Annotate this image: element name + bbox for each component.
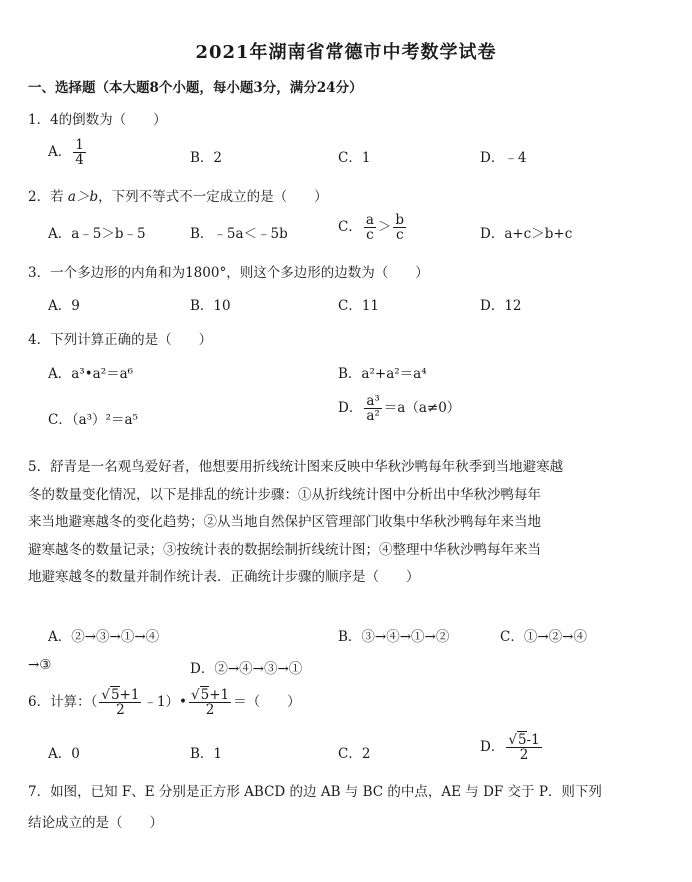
question-5-option-c: C．①→②→④ bbox=[500, 629, 587, 645]
question-6-stem: 6．计算：（ $\frac{√5+1}{2}$ ﹣1）• $\frac{√5+1}{2}$ ＝（ ） bbox=[28, 687, 301, 719]
question-5-stem: 5．舒青是一名观鸟爱好者，他想要用折线统计图来反映中华秋沙鸭每年秋季到当地避寒越 冬的数量变化情况，以下是排乱的统计步骤：①从折线统计图中分析出中华秋沙鸭每年 来当地避寒越冬的变化趋势；②从当地自然保护区管理部门收集中华秋沙鸭每年来当地 避寒越冬的数量记录；③按统计表的数据绘制折线统计图；④整理中华秋沙鸭每年来当 地避寒越冬的数量并制作统计表．正确统计步骤的顺序是（ ） bbox=[28, 459, 564, 585]
question-2-option-a: A．a﹣5＞b﹣5 bbox=[48, 226, 146, 242]
option-label: A． bbox=[48, 144, 72, 161]
question-5-option-d: D．②→④→③→① bbox=[190, 661, 303, 677]
question-1-stem: 1．4的倒数为（ ） bbox=[28, 112, 167, 128]
question-4-stem: 4．下列计算正确的是（ ） bbox=[28, 332, 213, 348]
fraction: $\frac{1}{4}$ bbox=[75, 137, 84, 169]
question-5-option-c-continued: →③ bbox=[28, 657, 52, 673]
question-1-option-c: C．1 bbox=[338, 150, 371, 166]
question-3-option-d: D．12 bbox=[480, 298, 522, 314]
question-6-option-d: D． $\frac{√5-1}{2}$ bbox=[480, 732, 540, 764]
question-3-option-c: C．11 bbox=[338, 298, 380, 314]
question-3-option-a: A．9 bbox=[48, 298, 80, 314]
question-1-option-d: D．﹣4 bbox=[480, 150, 527, 166]
question-4-option-d: D． $\frac{\text{a³}}{\text{a²}}$ ＝a（a≠0） bbox=[338, 393, 461, 425]
question-7-stem-line-2: 结论成立的是（ ） bbox=[28, 815, 163, 831]
question-2-stem: 2．若 a＞b，下列不等式不一定成立的是（ ） bbox=[28, 189, 328, 205]
question-4-option-c: C．（a³）²＝a⁵ bbox=[48, 412, 138, 428]
question-5-option-a: A．②→③→①→④ bbox=[48, 629, 160, 645]
question-4-option-b: B．a²+a²＝a⁴ bbox=[338, 366, 427, 382]
question-5-option-b: B．③→④→①→② bbox=[338, 629, 450, 645]
question-7-stem-line-1: 7．如图，已知 F、E 分别是正方形 ABCD 的边 AB 与 BC 的中点，AE 与 DF 交于 P．则下列 bbox=[28, 784, 602, 800]
question-1-option-a bbox=[48, 138, 88, 167]
section-heading: 一、选择题（本大题8个小题，每小题3分，满分24分） bbox=[28, 80, 363, 96]
question-2-option-c: C． $\frac{a}{c}$ ＞ $\frac{b}{c}$ bbox=[338, 212, 405, 244]
question-3-option-b: B．10 bbox=[190, 298, 231, 314]
question-1-option-b: B．2 bbox=[190, 150, 223, 166]
question-6-option-b: B．1 bbox=[190, 746, 223, 762]
question-6-option-c: C．2 bbox=[338, 746, 371, 762]
question-2-option-d: D．a+c＞b+c bbox=[480, 226, 573, 242]
question-2-option-b: B．﹣5a＜﹣5b bbox=[190, 226, 288, 242]
question-4-option-a: A．a³•a²＝a⁶ bbox=[48, 366, 134, 382]
question-6-option-a: A．0 bbox=[48, 746, 80, 762]
page-title: 2021年湖南省常德市中考数学试卷 bbox=[195, 42, 497, 63]
question-3-stem: 3．一个多边形的内角和为1800°，则这个多边形的边数为（ ） bbox=[28, 265, 429, 281]
